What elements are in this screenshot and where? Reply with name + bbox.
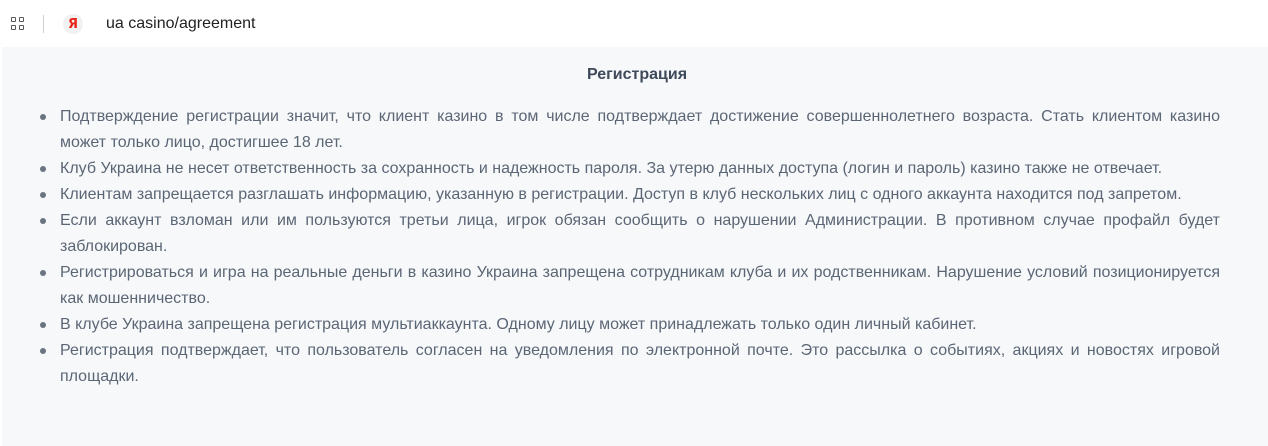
list-item-text: Клуб Украина не несет ответственность за сохранность и надежность пароля. За утерю данных доступа (логин и пароль) казино также не отвечает. bbox=[60, 160, 1163, 177]
list-item-text: Если аккаунт взломан или им пользуются третьи лица, игрок обязан сообщить о нарушении Администрации. В противном случае профайл будет заблокирован. bbox=[60, 212, 1220, 255]
list-item-text: Клиентам запрещается разглашать информацию, указанную в регистрации. Доступ в клуб нескольких лиц с одного аккаунта находится под запретом. bbox=[60, 186, 1182, 203]
list-item-text: В клубе Украина запрещена регистрация мультиаккаунта. Одному лицу может принадлежать только один личный кабинет. bbox=[60, 316, 977, 333]
bullet-icon bbox=[40, 166, 46, 172]
bullet-icon bbox=[40, 348, 46, 354]
list-item bbox=[40, 338, 1220, 390]
bullet-icon bbox=[40, 192, 46, 198]
address-bar bbox=[0, 0, 1268, 47]
url-field[interactable]: ua casino/agreement bbox=[106, 15, 256, 32]
bullet-icon bbox=[40, 114, 46, 120]
list-item bbox=[40, 208, 1220, 260]
list-item-text: Подтверждение регистрации значит, что клиент казино в том числе подтверждает достижение совершеннолетнего возраста. Стать клиентом казино может только лицо, достигшее 18 лет. bbox=[60, 108, 1220, 151]
list-item-text: Регистрация подтверждает, что пользователь согласен на уведомления по электронной почте. Это рассылка о событиях, акциях и новостях игровой площадки. bbox=[60, 342, 1220, 385]
tabs-grid-icon[interactable] bbox=[11, 17, 25, 31]
page-content bbox=[2, 47, 1268, 446]
list-item-text: Регистрироваться и игра на реальные деньги в казино Украина запрещена сотрудникам клуба и их родственникам. Нарушение условий позиционируется как мошенничество. bbox=[60, 264, 1220, 307]
bullet-icon bbox=[40, 322, 46, 328]
bullet-icon bbox=[40, 270, 46, 276]
favicon-glyph: Я bbox=[67, 16, 78, 32]
list-item bbox=[40, 104, 1220, 156]
list-item bbox=[40, 156, 1220, 182]
divider bbox=[43, 15, 44, 33]
list-item bbox=[40, 260, 1220, 312]
list-item bbox=[40, 182, 1220, 208]
rules-list bbox=[40, 104, 1220, 390]
bullet-icon bbox=[40, 218, 46, 224]
yandex-favicon-icon bbox=[63, 14, 83, 34]
section-title: Регистрация bbox=[586, 66, 688, 83]
list-item bbox=[40, 312, 1220, 338]
